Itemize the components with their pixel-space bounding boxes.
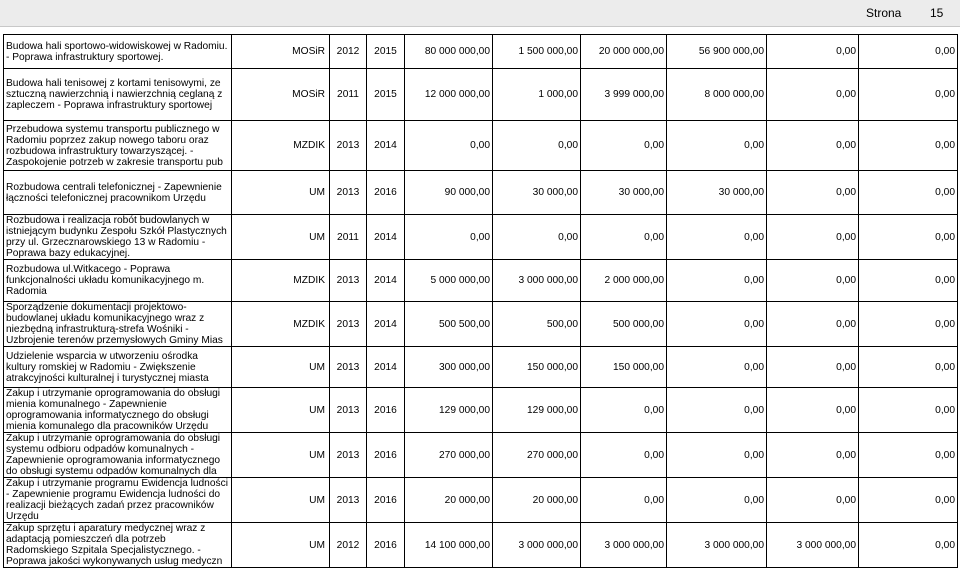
year-to: 2016 [367, 171, 405, 215]
task-description: Zakup sprzętu i aparatury medycznej wraz z adaptacją pomieszczeń dla potrzeb Radomskiego Szpitala Specjalistycznego. - Poprawa jakości wykonywanych usług medyczn [4, 523, 232, 568]
amount-col-4: 30 000,00 [667, 171, 767, 215]
amount-col-2: 20 000,00 [493, 478, 581, 523]
amount-col-2: 270 000,00 [493, 433, 581, 478]
amount-col-1: 14 100 000,00 [405, 523, 493, 568]
table-row [4, 121, 958, 171]
responsible-unit: UM [232, 347, 330, 388]
amount-col-3: 30 000,00 [581, 171, 667, 215]
task-description: Zakup i utrzymanie programu Ewidencja ludności - Zapewnienie programu Ewidencja ludności do realizacji bieżących zadań przez pracowników Urzędu [4, 478, 232, 523]
page-label: Strona [866, 6, 902, 20]
amount-col-5: 0,00 [767, 478, 859, 523]
amount-col-4: 0,00 [667, 302, 767, 347]
task-description: Budowa hali tenisowej z kortami tenisowymi, ze sztuczną nawierzchnią i nawierzchnią ceglaną z zapleczem - Poprawa infrastruktury sportowej [4, 69, 232, 121]
task-description: Sporządzenie dokumentacji projektowo-budowlanej układu komunikacyjnego wraz z niezbędną infrastrukturą-strefa Wośniki - Uzbrojenie terenów przemysłowych Gminy Mias [4, 302, 232, 347]
amount-col-3: 0,00 [581, 433, 667, 478]
responsible-unit: MOSiR [232, 69, 330, 121]
responsible-unit: UM [232, 388, 330, 433]
amount-col-6: 0,00 [859, 433, 958, 478]
amount-col-2: 129 000,00 [493, 388, 581, 433]
amount-col-3: 0,00 [581, 388, 667, 433]
amount-col-2: 30 000,00 [493, 171, 581, 215]
responsible-unit: MZDIK [232, 302, 330, 347]
amount-col-6: 0,00 [859, 69, 958, 121]
amount-col-4: 0,00 [667, 260, 767, 302]
amount-col-1: 0,00 [405, 121, 493, 171]
responsible-unit: UM [232, 215, 330, 260]
amount-col-3: 3 999 000,00 [581, 69, 667, 121]
amount-col-3: 0,00 [581, 478, 667, 523]
amount-col-3: 3 000 000,00 [581, 523, 667, 568]
responsible-unit: UM [232, 478, 330, 523]
amount-col-2: 150 000,00 [493, 347, 581, 388]
amount-col-4: 0,00 [667, 388, 767, 433]
responsible-unit: MZDIK [232, 121, 330, 171]
task-description: Rozbudowa centrali telefonicznej - Zapewnienie łączności telefonicznej pracownikom Urzędu [4, 171, 232, 215]
amount-col-1: 5 000 000,00 [405, 260, 493, 302]
amount-col-2: 3 000 000,00 [493, 523, 581, 568]
amount-col-1: 0,00 [405, 215, 493, 260]
amount-col-4: 0,00 [667, 478, 767, 523]
table-row [4, 35, 958, 69]
amount-col-6: 0,00 [859, 260, 958, 302]
amount-col-6: 0,00 [859, 388, 958, 433]
amount-col-1: 500 500,00 [405, 302, 493, 347]
year-from: 2012 [330, 35, 367, 69]
amount-col-4: 0,00 [667, 121, 767, 171]
amount-col-4: 0,00 [667, 433, 767, 478]
year-to: 2014 [367, 347, 405, 388]
table-row [4, 69, 958, 121]
amount-col-5: 0,00 [767, 388, 859, 433]
task-description: Rozbudowa ul.Witkacego - Poprawa funkcjonalności układu komunikacyjnego m. Radomia [4, 260, 232, 302]
amount-col-1: 80 000 000,00 [405, 35, 493, 69]
year-to: 2016 [367, 478, 405, 523]
amount-col-6: 0,00 [859, 35, 958, 69]
amount-col-4: 56 900 000,00 [667, 35, 767, 69]
table-row [4, 302, 958, 347]
year-from: 2013 [330, 347, 367, 388]
task-description: Przebudowa systemu transportu publicznego w Radomiu poprzez zakup nowego taboru oraz rozbudowa infrastruktury towarzyszącej. - Zaspokojenie potrzeb w zakresie transportu pub [4, 121, 232, 171]
table-row [4, 260, 958, 302]
amount-col-4: 0,00 [667, 215, 767, 260]
amount-col-5: 0,00 [767, 433, 859, 478]
amount-col-1: 12 000 000,00 [405, 69, 493, 121]
table-row [4, 215, 958, 260]
year-to: 2014 [367, 121, 405, 171]
year-from: 2013 [330, 260, 367, 302]
amount-col-2: 0,00 [493, 121, 581, 171]
year-from: 2013 [330, 121, 367, 171]
year-to: 2014 [367, 215, 405, 260]
year-from: 2013 [330, 388, 367, 433]
task-description: Udzielenie wsparcia w utworzeniu ośrodka kultury romskiej w Radomiu - Zwiększenie atrakcyjności kulturalnej i turystycznej miasta [4, 347, 232, 388]
amount-col-6: 0,00 [859, 171, 958, 215]
task-description: Zakup i utrzymanie oprogramowania do obsługi mienia komunalnego - Zapewnienie oprogramowania informatycznego do obsługi mienia komunalego dla pracowników Urzędu [4, 388, 232, 433]
amount-col-3: 0,00 [581, 121, 667, 171]
amount-col-6: 0,00 [859, 478, 958, 523]
amount-col-2: 0,00 [493, 215, 581, 260]
year-to: 2014 [367, 302, 405, 347]
year-to: 2015 [367, 69, 405, 121]
table-row [4, 388, 958, 433]
amount-col-5: 0,00 [767, 171, 859, 215]
year-from: 2013 [330, 433, 367, 478]
amount-col-6: 0,00 [859, 215, 958, 260]
amount-col-3: 500 000,00 [581, 302, 667, 347]
year-from: 2013 [330, 171, 367, 215]
amount-col-2: 1 000,00 [493, 69, 581, 121]
amount-col-1: 90 000,00 [405, 171, 493, 215]
table-row [4, 478, 958, 523]
investment-table [3, 34, 958, 568]
amount-col-6: 0,00 [859, 302, 958, 347]
table-row [4, 523, 958, 568]
task-description: Rozbudowa i realizacja robót budowlanych w istniejącym budynku Zespołu Szkół Plastycznych przy ul. Grzecznarowskiego 13 w Radomiu - Poprawa bazy edukacyjnej. [4, 215, 232, 260]
amount-col-2: 1 500 000,00 [493, 35, 581, 69]
amount-col-1: 129 000,00 [405, 388, 493, 433]
year-to: 2015 [367, 35, 405, 69]
amount-col-6: 0,00 [859, 347, 958, 388]
amount-col-6: 0,00 [859, 121, 958, 171]
responsible-unit: UM [232, 171, 330, 215]
amount-col-4: 3 000 000,00 [667, 523, 767, 568]
amount-col-5: 0,00 [767, 35, 859, 69]
year-from: 2012 [330, 523, 367, 568]
page-number: 15 [930, 6, 944, 20]
page-header [0, 0, 960, 27]
amount-col-5: 0,00 [767, 69, 859, 121]
table-row [4, 433, 958, 478]
amount-col-1: 20 000,00 [405, 478, 493, 523]
amount-col-3: 20 000 000,00 [581, 35, 667, 69]
year-to: 2016 [367, 388, 405, 433]
responsible-unit: UM [232, 433, 330, 478]
responsible-unit: MOSiR [232, 35, 330, 69]
task-description: Zakup i utrzymanie oprogramowania do obsługi systemu odbioru odpadów komunalnych - Zapewnienie oprogramowania informatycznego do obsługi systemu odpadów komunalnych dla [4, 433, 232, 478]
table-row [4, 171, 958, 215]
year-from: 2013 [330, 478, 367, 523]
year-from: 2011 [330, 69, 367, 121]
task-description: Budowa hali sportowo-widowiskowej w Radomiu. - Poprawa infrastruktury sportowej. [4, 35, 232, 69]
amount-col-5: 3 000 000,00 [767, 523, 859, 568]
responsible-unit: UM [232, 523, 330, 568]
amount-col-2: 3 000 000,00 [493, 260, 581, 302]
year-to: 2014 [367, 260, 405, 302]
responsible-unit: MZDIK [232, 260, 330, 302]
year-to: 2016 [367, 523, 405, 568]
table-row [4, 347, 958, 388]
amount-col-4: 8 000 000,00 [667, 69, 767, 121]
year-from: 2013 [330, 302, 367, 347]
amount-col-2: 500,00 [493, 302, 581, 347]
year-from: 2011 [330, 215, 367, 260]
amount-col-6: 0,00 [859, 523, 958, 568]
amount-col-4: 0,00 [667, 347, 767, 388]
amount-col-5: 0,00 [767, 260, 859, 302]
amount-col-1: 270 000,00 [405, 433, 493, 478]
amount-col-3: 150 000,00 [581, 347, 667, 388]
year-to: 2016 [367, 433, 405, 478]
amount-col-5: 0,00 [767, 302, 859, 347]
amount-col-5: 0,00 [767, 347, 859, 388]
amount-col-3: 0,00 [581, 215, 667, 260]
amount-col-1: 300 000,00 [405, 347, 493, 388]
amount-col-5: 0,00 [767, 121, 859, 171]
amount-col-5: 0,00 [767, 215, 859, 260]
amount-col-3: 2 000 000,00 [581, 260, 667, 302]
